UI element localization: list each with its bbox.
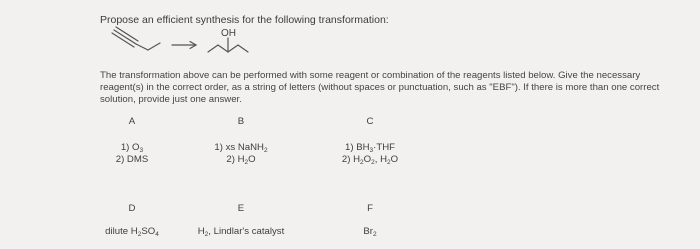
hydroxyl-label: OH xyxy=(221,28,236,39)
question-prompt: Propose an efficient synthesis for the following transformation: xyxy=(100,14,389,26)
reagent-f-line-1: $Br_2$ xyxy=(363,226,377,238)
reagent-c-line-1: 1) $BH_3\cdot THF$ xyxy=(345,142,395,154)
starting-material-structure xyxy=(112,27,160,50)
reagent-f[interactable] xyxy=(280,226,460,238)
reagent-b-line-1: 1) xs NaNH$_2$ xyxy=(214,142,268,154)
reagent-a-line-2: 2) DMS xyxy=(115,154,149,165)
reaction-arrow xyxy=(172,42,196,49)
reagent-letter-b: B xyxy=(237,116,245,127)
instructions xyxy=(100,70,690,106)
reagent-letter-f: F xyxy=(367,203,373,214)
reagent-e-line-1: $H_2$, Lindlar's catalyst xyxy=(197,226,285,238)
product-structure xyxy=(208,38,248,52)
reagent-letter-a: A xyxy=(128,116,136,127)
reagent-letter-c: C xyxy=(366,116,374,127)
reagent-letter-d: D xyxy=(128,203,136,214)
instructions-line-3: solution, provide just one answer. xyxy=(100,94,242,105)
reagent-a-line-1: 1) $O_3$ xyxy=(120,142,144,154)
reagent-c-line-2: 2) $H_2O_2$, $H_2O$ xyxy=(341,154,399,166)
reagent-c[interactable] xyxy=(280,142,460,166)
instructions-line-2: reagent(s) in the correct order, as a string of letters (without spaces or punctuation, such as "EBF"). If there is more than one correct xyxy=(100,82,660,93)
instructions-line-1: The transformation above can be performed with some reagent or combination of the reagents listed below. Give the necessary xyxy=(100,70,641,81)
reaction-scheme xyxy=(100,24,320,66)
reagent-d-line-1: dilute $H_2SO_4$ xyxy=(105,226,159,238)
reagent-b-line-2: 2) $H_2O$ xyxy=(226,154,256,166)
reagent-letter-e: E xyxy=(237,203,245,214)
